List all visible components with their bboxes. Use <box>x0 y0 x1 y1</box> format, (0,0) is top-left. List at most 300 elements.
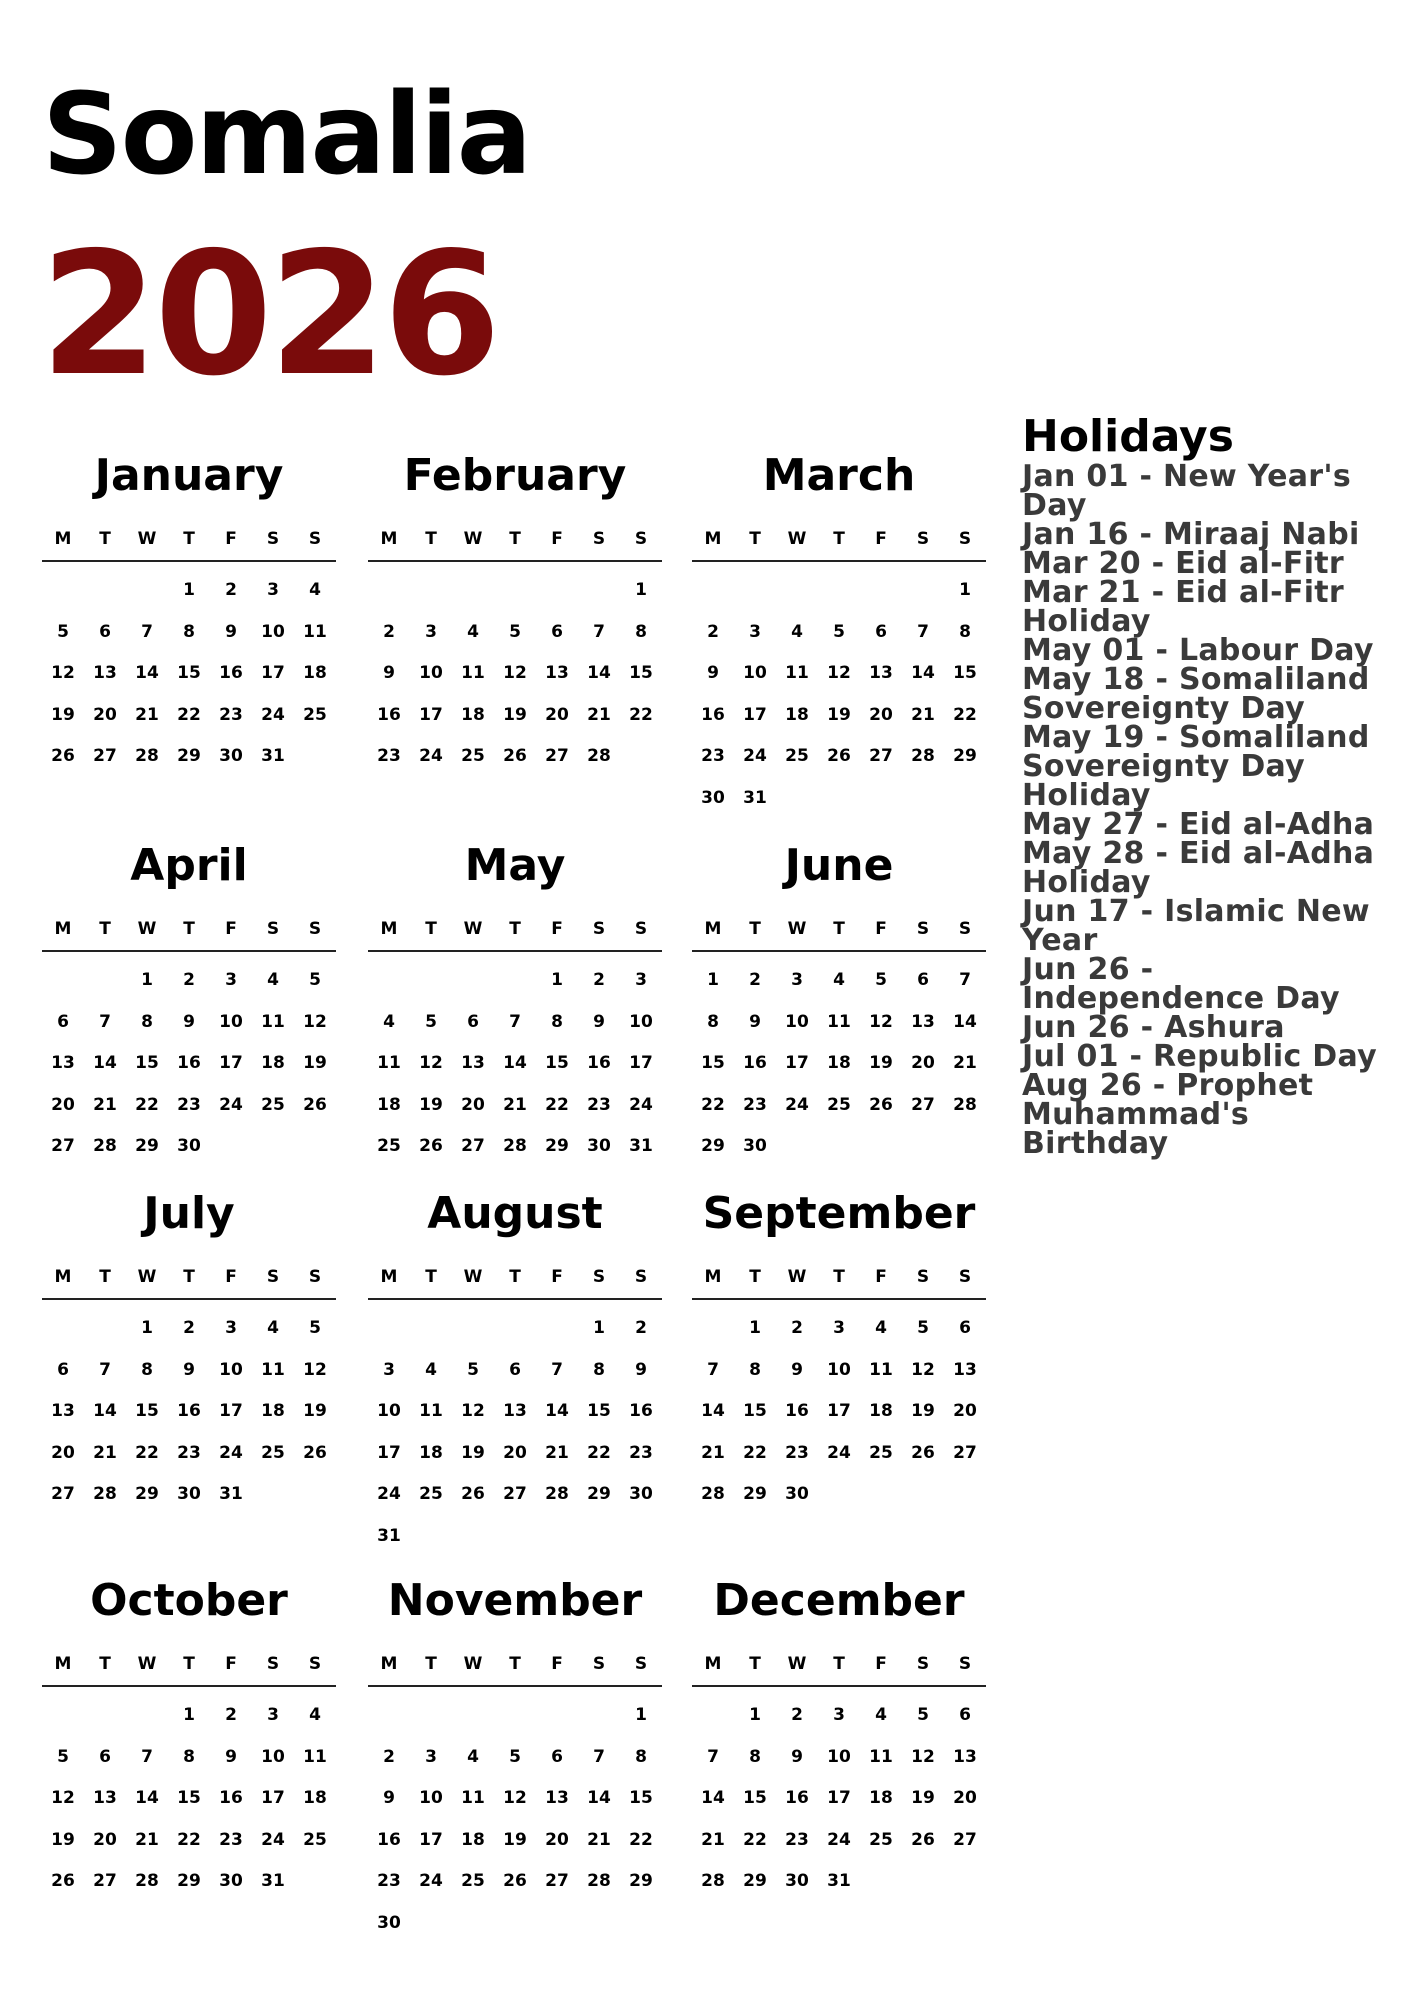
day-cell: 23 <box>219 1829 243 1850</box>
holiday-item: Jul 01 - Republic Day <box>1022 1039 1377 1074</box>
day-cell: 6 <box>99 621 111 642</box>
day-cell: 28 <box>135 746 159 766</box>
day-cell: 2 <box>383 1746 395 1767</box>
day-cell: 4 <box>309 580 321 600</box>
day-cell: 16 <box>785 1788 809 1808</box>
day-cell: 27 <box>51 1484 75 1504</box>
day-cell: 28 <box>701 1871 725 1891</box>
day-cell: 12 <box>303 1359 327 1380</box>
day-cell: 10 <box>261 1746 285 1767</box>
month-name: September <box>702 1188 976 1239</box>
day-cell: 3 <box>749 621 761 642</box>
weekday-label: M <box>380 529 398 549</box>
weekday-label: T <box>99 1654 111 1674</box>
weekday-label: F <box>551 529 563 549</box>
day-cell: 25 <box>461 746 485 766</box>
day-cell: 2 <box>225 580 237 600</box>
day-cell: 11 <box>303 1746 327 1767</box>
weekday-label: T <box>425 919 437 939</box>
day-cell: 10 <box>261 621 285 642</box>
day-cell: 4 <box>267 970 279 990</box>
day-cell: 25 <box>869 1442 893 1463</box>
day-cell: 5 <box>509 1746 521 1767</box>
day-cell: 17 <box>377 1442 401 1463</box>
day-cell: 2 <box>383 621 395 642</box>
day-cell: 3 <box>425 1746 437 1767</box>
day-grid <box>692 1695 986 1903</box>
day-cell: 13 <box>503 1401 527 1421</box>
weekday-label: W <box>137 529 157 549</box>
day-cell: 8 <box>749 1746 761 1767</box>
day-cell: 9 <box>225 1746 237 1767</box>
day-cell: 8 <box>141 1359 153 1380</box>
weekday-label: M <box>380 1267 398 1287</box>
day-cell: 26 <box>869 1094 893 1115</box>
weekday-label: T <box>749 1267 761 1287</box>
day-cell: 19 <box>303 1053 327 1073</box>
day-cell: 13 <box>51 1401 75 1421</box>
day-cell: 8 <box>635 621 647 642</box>
holiday-item: May 18 - Somaliland Sovereignty Day <box>1022 662 1370 726</box>
holiday-item: Jan 01 - New Year's Day <box>1022 459 1352 523</box>
weekday-label: W <box>463 1654 483 1674</box>
day-cell: 17 <box>219 1053 243 1073</box>
holiday-item: Jun 26 - Ashura <box>1022 1010 1285 1045</box>
day-cell: 20 <box>51 1442 75 1463</box>
day-cell: 9 <box>183 1011 195 1032</box>
year-title: 2026 <box>40 216 498 414</box>
day-cell: 14 <box>135 663 159 683</box>
day-cell: 12 <box>869 1011 893 1032</box>
day-cell: 23 <box>701 746 725 766</box>
day-cell: 21 <box>135 704 159 725</box>
weekday-header <box>42 528 336 562</box>
empty-day-cell <box>368 960 410 1002</box>
day-cell: 26 <box>303 1094 327 1115</box>
weekday-label: S <box>916 1654 930 1674</box>
day-cell: 23 <box>377 1871 401 1891</box>
day-cell: 19 <box>869 1053 893 1073</box>
day-cell: 15 <box>629 663 653 683</box>
weekday-label: S <box>634 1654 648 1674</box>
day-cell: 12 <box>503 1788 527 1808</box>
day-cell: 18 <box>261 1401 285 1421</box>
weekday-label: T <box>99 919 111 939</box>
day-cell: 24 <box>785 1094 809 1115</box>
day-cell: 7 <box>509 1011 521 1032</box>
month-name: July <box>143 1188 235 1239</box>
day-cell: 14 <box>587 663 611 683</box>
day-cell: 2 <box>183 970 195 990</box>
day-cell: 22 <box>545 1094 569 1115</box>
day-cell: 25 <box>869 1829 893 1850</box>
day-cell: 1 <box>707 970 719 990</box>
day-cell: 13 <box>545 1788 569 1808</box>
day-cell: 14 <box>587 1788 611 1808</box>
day-cell: 1 <box>183 580 195 600</box>
day-cell: 8 <box>707 1011 719 1032</box>
day-cell: 1 <box>959 580 971 600</box>
empty-day-cell <box>494 960 536 1002</box>
day-cell: 29 <box>629 1871 653 1891</box>
day-cell: 19 <box>51 1829 75 1850</box>
weekday-label: T <box>425 1654 437 1674</box>
day-cell: 11 <box>869 1359 893 1380</box>
day-cell: 23 <box>629 1442 653 1463</box>
weekday-header <box>692 528 986 562</box>
day-cell: 27 <box>51 1136 75 1156</box>
day-cell: 31 <box>261 1871 285 1891</box>
day-cell: 15 <box>743 1401 767 1421</box>
weekday-label: F <box>875 1654 887 1674</box>
day-cell: 12 <box>51 663 75 683</box>
empty-day-cell <box>536 1695 578 1737</box>
weekday-header <box>42 1266 336 1300</box>
weekday-label: W <box>787 529 807 549</box>
empty-day-cell <box>494 570 536 612</box>
day-cell: 3 <box>833 1318 845 1338</box>
day-grid <box>42 570 336 778</box>
day-cell: 30 <box>177 1484 201 1504</box>
month-june <box>692 840 986 1168</box>
weekday-header <box>692 1653 986 1687</box>
month-name: June <box>784 840 894 891</box>
month-december <box>692 1575 986 1903</box>
day-cell: 12 <box>827 663 851 683</box>
day-cell: 21 <box>135 1829 159 1850</box>
day-cell: 20 <box>953 1788 977 1808</box>
day-cell: 30 <box>629 1484 653 1504</box>
day-cell: 7 <box>141 1746 153 1767</box>
day-cell: 28 <box>135 1871 159 1891</box>
day-cell: 8 <box>593 1359 605 1380</box>
month-march <box>692 450 986 819</box>
day-cell: 15 <box>629 1788 653 1808</box>
day-cell: 27 <box>503 1484 527 1504</box>
day-cell: 2 <box>791 1318 803 1338</box>
empty-day-cell <box>84 1695 126 1737</box>
day-cell: 4 <box>467 621 479 642</box>
empty-day-cell <box>452 1308 494 1350</box>
day-cell: 12 <box>461 1401 485 1421</box>
day-cell: 30 <box>587 1136 611 1156</box>
day-cell: 16 <box>743 1053 767 1073</box>
weekday-label: S <box>266 1267 280 1287</box>
day-cell: 1 <box>141 1318 153 1338</box>
day-cell: 5 <box>917 1318 929 1338</box>
day-cell: 21 <box>503 1094 527 1115</box>
day-cell: 10 <box>827 1746 851 1767</box>
day-cell: 14 <box>135 1788 159 1808</box>
day-cell: 24 <box>827 1442 851 1463</box>
weekday-label: F <box>225 1267 237 1287</box>
weekday-label: T <box>183 919 195 939</box>
day-cell: 24 <box>827 1829 851 1850</box>
day-cell: 3 <box>225 1318 237 1338</box>
day-cell: 10 <box>629 1011 653 1032</box>
day-cell: 21 <box>587 704 611 725</box>
empty-day-cell <box>84 960 126 1002</box>
day-cell: 12 <box>911 1359 935 1380</box>
day-cell: 29 <box>701 1136 725 1156</box>
day-cell: 7 <box>551 1359 563 1380</box>
weekday-label: T <box>183 1654 195 1674</box>
empty-day-cell <box>536 570 578 612</box>
day-cell: 7 <box>99 1359 111 1380</box>
day-cell: 14 <box>93 1401 117 1421</box>
day-cell: 31 <box>629 1136 653 1156</box>
day-cell: 22 <box>701 1094 725 1115</box>
day-cell: 11 <box>785 663 809 683</box>
day-cell: 9 <box>593 1011 605 1032</box>
day-cell: 14 <box>911 663 935 683</box>
empty-day-cell <box>42 960 84 1002</box>
day-cell: 2 <box>749 970 761 990</box>
weekday-label: M <box>704 1654 722 1674</box>
day-cell: 9 <box>383 1788 395 1808</box>
day-cell: 4 <box>425 1359 437 1380</box>
day-cell: 29 <box>743 1484 767 1504</box>
day-cell: 7 <box>917 621 929 642</box>
weekday-label: M <box>380 1654 398 1674</box>
month-november <box>368 1575 662 1944</box>
day-cell: 10 <box>419 1788 443 1808</box>
day-cell: 29 <box>953 746 977 766</box>
day-cell: 19 <box>461 1442 485 1463</box>
day-grid <box>368 570 662 778</box>
day-cell: 26 <box>911 1829 935 1850</box>
day-cell: 30 <box>743 1136 767 1156</box>
day-cell: 5 <box>57 1746 69 1767</box>
day-cell: 26 <box>461 1484 485 1504</box>
day-cell: 6 <box>959 1705 971 1725</box>
day-cell: 24 <box>419 746 443 766</box>
day-cell: 13 <box>953 1746 977 1767</box>
day-cell: 9 <box>707 663 719 683</box>
holidays-title: Holidays <box>1022 411 1234 462</box>
day-cell: 26 <box>419 1136 443 1156</box>
day-cell: 30 <box>219 1871 243 1891</box>
month-february <box>368 450 662 778</box>
empty-day-cell <box>860 570 902 612</box>
empty-day-cell <box>126 570 168 612</box>
day-cell: 6 <box>509 1359 521 1380</box>
weekday-header <box>42 1653 336 1687</box>
weekday-label: W <box>137 919 157 939</box>
day-cell: 24 <box>629 1094 653 1115</box>
day-cell: 23 <box>377 746 401 766</box>
empty-day-cell <box>452 570 494 612</box>
weekday-label: T <box>183 1267 195 1287</box>
day-cell: 11 <box>461 663 485 683</box>
day-cell: 7 <box>593 1746 605 1767</box>
holidays-panel <box>1022 411 1402 1161</box>
weekday-label: S <box>958 1267 972 1287</box>
day-cell: 20 <box>545 704 569 725</box>
weekday-header <box>42 918 336 952</box>
day-cell: 16 <box>377 704 401 725</box>
day-cell: 1 <box>749 1318 761 1338</box>
day-cell: 16 <box>177 1053 201 1073</box>
weekday-label: F <box>225 919 237 939</box>
weekday-label: M <box>54 1654 72 1674</box>
day-cell: 27 <box>93 1871 117 1891</box>
day-cell: 18 <box>461 704 485 725</box>
empty-day-cell <box>776 570 818 612</box>
day-cell: 15 <box>135 1053 159 1073</box>
day-cell: 10 <box>377 1401 401 1421</box>
day-cell: 4 <box>875 1705 887 1725</box>
day-cell: 13 <box>869 663 893 683</box>
weekday-label: F <box>225 1654 237 1674</box>
day-cell: 11 <box>261 1011 285 1032</box>
day-cell: 28 <box>701 1484 725 1504</box>
weekday-label: S <box>266 919 280 939</box>
day-cell: 7 <box>707 1359 719 1380</box>
month-may <box>368 840 662 1168</box>
day-cell: 26 <box>51 746 75 766</box>
weekday-label: F <box>551 919 563 939</box>
weekday-label: W <box>787 919 807 939</box>
weekday-label: S <box>308 1654 322 1674</box>
day-cell: 27 <box>93 746 117 766</box>
day-cell: 16 <box>629 1401 653 1421</box>
day-cell: 31 <box>377 1525 401 1546</box>
month-name: December <box>713 1575 965 1626</box>
day-cell: 8 <box>183 621 195 642</box>
weekday-label: S <box>266 1654 280 1674</box>
day-cell: 8 <box>183 1746 195 1767</box>
day-cell: 18 <box>377 1094 401 1115</box>
day-cell: 5 <box>57 621 69 642</box>
month-name: October <box>90 1575 288 1626</box>
weekday-header <box>692 1266 986 1300</box>
day-cell: 10 <box>827 1359 851 1380</box>
empty-day-cell <box>368 570 410 612</box>
weekday-label: S <box>592 1654 606 1674</box>
weekday-label: M <box>704 919 722 939</box>
day-cell: 27 <box>545 1871 569 1891</box>
day-cell: 3 <box>225 970 237 990</box>
day-cell: 25 <box>827 1094 851 1115</box>
day-cell: 13 <box>93 1788 117 1808</box>
weekday-header <box>368 1653 662 1687</box>
weekday-label: S <box>634 919 648 939</box>
day-cell: 23 <box>743 1094 767 1115</box>
day-cell: 6 <box>99 1746 111 1767</box>
day-cell: 22 <box>177 704 201 725</box>
weekday-label: M <box>704 1267 722 1287</box>
day-cell: 14 <box>93 1053 117 1073</box>
day-cell: 29 <box>177 1871 201 1891</box>
day-cell: 23 <box>785 1442 809 1463</box>
holiday-list <box>1022 459 1402 1161</box>
day-grid <box>42 1308 336 1516</box>
month-name: November <box>387 1575 643 1626</box>
day-cell: 6 <box>57 1359 69 1380</box>
day-grid <box>368 1695 662 1944</box>
day-cell: 15 <box>701 1053 725 1073</box>
day-cell: 8 <box>551 1011 563 1032</box>
empty-day-cell <box>692 570 734 612</box>
empty-day-cell <box>410 960 452 1002</box>
day-grid <box>368 1308 662 1557</box>
day-cell: 28 <box>93 1484 117 1504</box>
day-cell: 15 <box>743 1788 767 1808</box>
day-cell: 6 <box>875 621 887 642</box>
day-cell: 1 <box>141 970 153 990</box>
day-cell: 11 <box>419 1401 443 1421</box>
day-cell: 18 <box>869 1788 893 1808</box>
day-cell: 5 <box>917 1705 929 1725</box>
day-grid <box>692 570 986 819</box>
empty-day-cell <box>410 1695 452 1737</box>
day-cell: 24 <box>419 1871 443 1891</box>
day-cell: 12 <box>51 1788 75 1808</box>
day-cell: 29 <box>135 1484 159 1504</box>
day-cell: 10 <box>219 1359 243 1380</box>
day-cell: 4 <box>267 1318 279 1338</box>
weekday-label: T <box>749 529 761 549</box>
day-cell: 6 <box>551 621 563 642</box>
day-cell: 29 <box>743 1871 767 1891</box>
holiday-item: Jan 16 - Miraaj Nabi <box>1022 517 1360 552</box>
day-cell: 3 <box>833 1705 845 1725</box>
weekday-label: M <box>54 1267 72 1287</box>
holiday-item: Mar 20 - Eid al-Fitr <box>1022 546 1345 581</box>
empty-day-cell <box>902 570 944 612</box>
day-cell: 2 <box>707 621 719 642</box>
day-cell: 28 <box>503 1136 527 1156</box>
day-cell: 24 <box>219 1094 243 1115</box>
day-cell: 26 <box>51 1871 75 1891</box>
day-cell: 1 <box>183 1705 195 1725</box>
day-cell: 9 <box>749 1011 761 1032</box>
day-cell: 17 <box>827 1788 851 1808</box>
month-august <box>368 1188 662 1557</box>
day-cell: 13 <box>93 663 117 683</box>
holiday-item: May 19 - Somaliland Sovereignty Day Holiday <box>1022 720 1370 813</box>
day-cell: 18 <box>869 1401 893 1421</box>
day-cell: 31 <box>743 787 767 808</box>
weekday-label: F <box>551 1654 563 1674</box>
day-cell: 13 <box>953 1359 977 1380</box>
weekday-label: F <box>551 1267 563 1287</box>
day-cell: 23 <box>177 1094 201 1115</box>
day-cell: 3 <box>791 970 803 990</box>
day-cell: 1 <box>593 1318 605 1338</box>
day-cell: 5 <box>425 1011 437 1032</box>
day-cell: 1 <box>749 1705 761 1725</box>
day-cell: 6 <box>917 970 929 990</box>
day-cell: 19 <box>827 704 851 725</box>
day-cell: 4 <box>383 1011 395 1032</box>
day-cell: 10 <box>785 1011 809 1032</box>
day-cell: 30 <box>785 1484 809 1504</box>
day-cell: 7 <box>99 1011 111 1032</box>
weekday-label: T <box>99 1267 111 1287</box>
day-cell: 21 <box>93 1442 117 1463</box>
weekday-label: T <box>509 1654 521 1674</box>
day-cell: 27 <box>953 1829 977 1850</box>
weekday-label: M <box>380 919 398 939</box>
weekday-label: T <box>425 1267 437 1287</box>
month-name: March <box>762 450 916 501</box>
weekday-label: F <box>875 919 887 939</box>
holiday-item: May 27 - Eid al-Adha <box>1022 807 1375 842</box>
month-name: May <box>464 840 566 891</box>
day-cell: 11 <box>827 1011 851 1032</box>
